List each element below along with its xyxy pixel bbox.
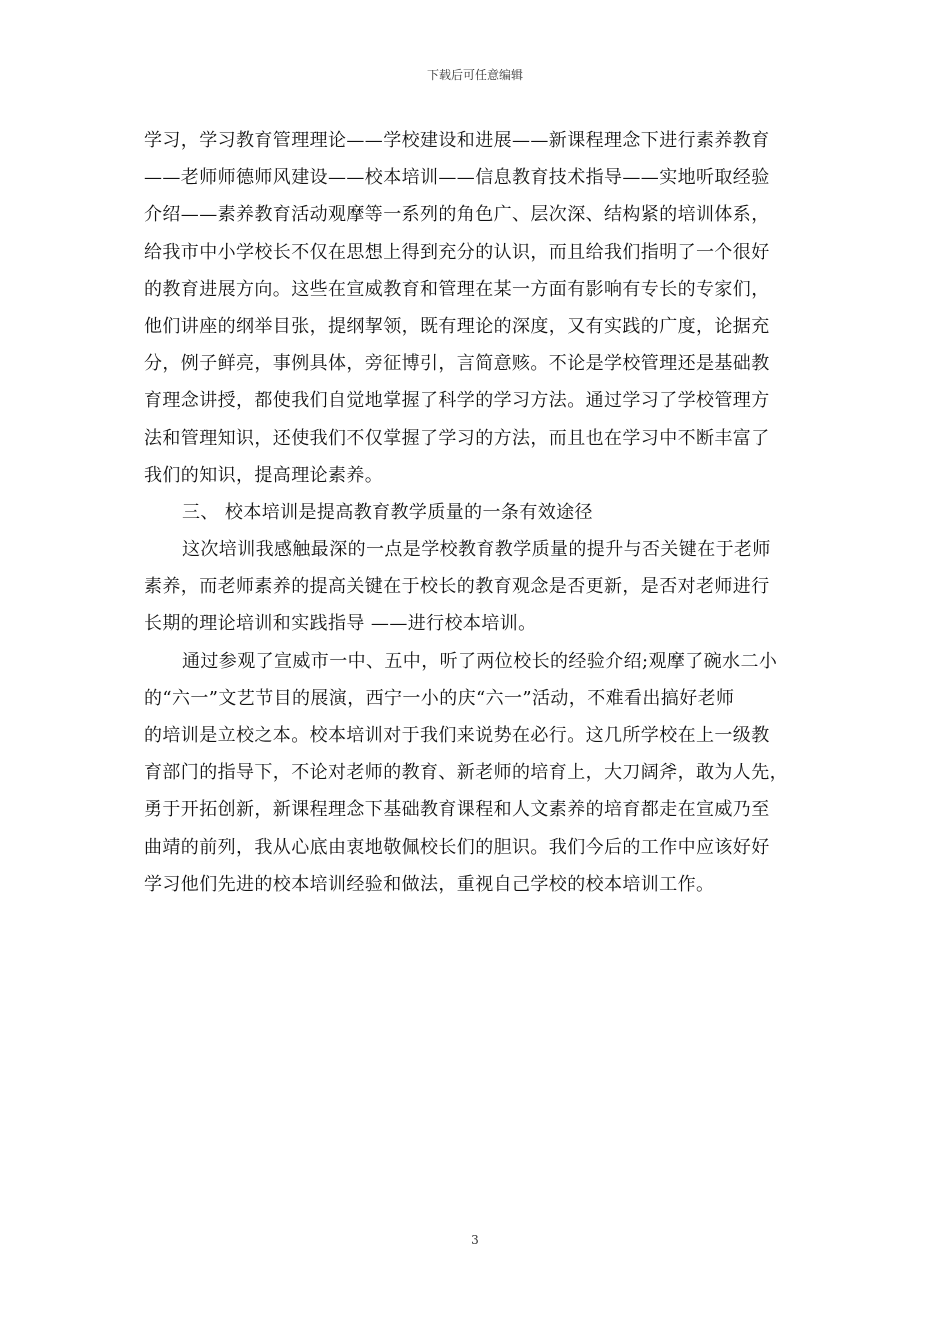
- text-line: 勇于开拓创新，新课程理念下基础教育课程和人文素养的培育都走在宣威乃至: [144, 799, 770, 821]
- text-line: 育部门的指导下，不论对老师的教育、新老师的培育上，大刀阔斧，敢为人先，: [144, 762, 788, 784]
- text-line: 通过参观了宣威市一中、五中，听了两位校长的经验介绍;观摩了碗水二小: [182, 650, 778, 672]
- text-line: 的教育进展方向。这些在宣威教育和管理在某一方面有影响有专长的专家们，: [144, 278, 770, 300]
- text-line: ——老师师德师风建设——校本培训——信息教育技术指导——实地听取经验: [144, 167, 770, 189]
- text-line: 学习他们先进的校本培训经验和做法，重视自己学校的校本培训工作。: [144, 873, 715, 895]
- text-line: 素养，而老师素养的提高关键在于校长的教育观念是否更新，是否对老师进行: [144, 576, 770, 598]
- text-line: 曲靖的前列，我从心底由衷地敬佩校长们的胆识。我们今后的工作中应该好好: [144, 836, 770, 858]
- text-line: 育理念讲授，都使我们自觉地掌握了科学的学习方法。通过学习了学校管理方: [144, 390, 770, 412]
- text-line: 长期的理论培训和实践指导 ——进行校本培训。: [144, 613, 537, 635]
- text-line: 他们讲座的纲举目张，提纲挈领，既有理论的深度，又有实践的广度，论据充: [144, 315, 770, 337]
- text-line: 学习，学习教育管理理论——学校建设和进展——新课程理念下进行素养教育: [144, 130, 770, 151]
- page-header: 下载后可任意编辑: [426, 68, 523, 82]
- page-number: 3: [471, 1233, 479, 1247]
- text-line: 分，例子鲜亮，事例具体，旁征博引，言简意赅。不论是学校管理还是基础教: [144, 353, 770, 375]
- text-line: 给我市中小学校长不仅在思想上得到充分的认识，而且给我们指明了一个很好: [144, 241, 770, 263]
- text-line: 介绍——素养教育活动观摩等一系列的角色广、层次深、结构紧的培训体系，: [144, 204, 770, 226]
- text-line: 这次培训我感触最深的一点是学校教育教学质量的提升与否关键在于老师: [182, 539, 771, 561]
- section-heading: 三、 校本培训是提高教育教学质量的一条有效途径: [182, 501, 593, 523]
- text-line: 法和管理知识，还使我们不仅掌握了学习的方法，而且也在学习中不断丰富了: [144, 427, 770, 449]
- text-line: 的培训是立校之本。校本培训对于我们来说势在必行。这几所学校在上一级教: [144, 725, 770, 746]
- text-line: 的“六一”文艺节目的展演，西宁一小的庆“六一”活动，不难看出搞好老师: [144, 687, 735, 709]
- text-line: 我们的知识，提高理论素养。: [144, 464, 384, 486]
- document-body: [144, 122, 808, 903]
